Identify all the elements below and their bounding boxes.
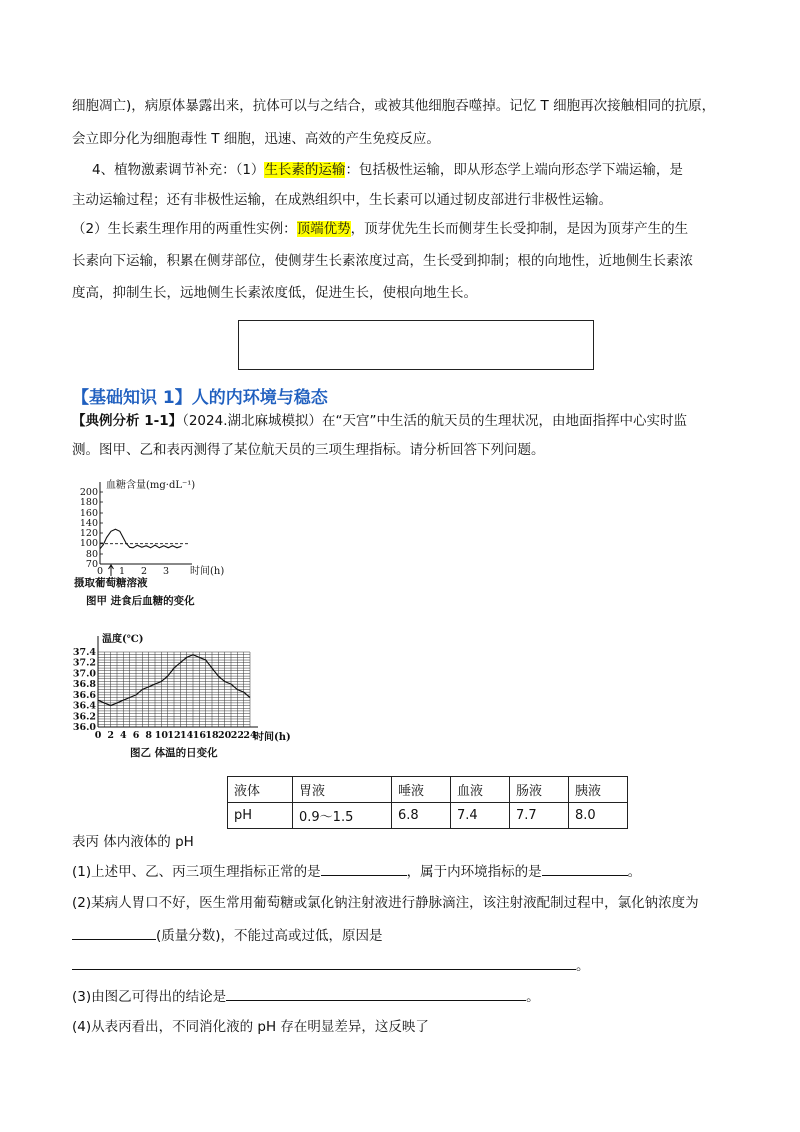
- y-tick-label: 36.8: [72, 679, 96, 691]
- paragraph-line: 长素向下运输，积累在侧芽部位，使侧芽生长素浓度过高，生长受到抑制；根的向地性，近地侧生长素浓: [72, 253, 693, 269]
- paragraph-line: 会立即分化为细胞毒性 T 细胞，迅速、高效的产生免疫反应。: [72, 131, 440, 147]
- answer-blank[interactable]: [226, 986, 526, 1001]
- paragraph-line: [72, 219, 688, 239]
- x-tick-label: 3: [162, 566, 170, 577]
- question-line: [72, 955, 590, 976]
- x-axis-label: 时间(h): [254, 732, 291, 743]
- table-header-cell: 胃液: [293, 777, 392, 803]
- paragraph-line: 度高，抑制生长，远地侧生长素浓度低，促进生长，使根向地生长。: [72, 285, 477, 301]
- question-text: 。: [526, 989, 540, 1005]
- y-tick-label: 37.0: [72, 668, 96, 680]
- answer-blank[interactable]: [72, 925, 156, 940]
- blood-sugar-line: [100, 529, 181, 549]
- x-tick-label: 2: [107, 730, 114, 741]
- paragraph-line: [92, 160, 683, 180]
- highlighted-term: 生长素的运输: [264, 162, 346, 178]
- example-line: 测。图甲、乙和表丙测得了某位航天员的三项生理指标。请分析回答下列问题。: [72, 442, 545, 458]
- y-tick-label: 140: [79, 518, 98, 529]
- table-cell: 6.8: [392, 803, 451, 829]
- y-tick-label: 37.2: [72, 657, 96, 669]
- example-line: [72, 411, 687, 431]
- ph-table: [227, 776, 628, 829]
- question-text: ，属于内环境指标的是: [406, 864, 542, 880]
- x-tick-label: 12: [167, 730, 181, 741]
- x-tick-label: 4: [120, 730, 127, 741]
- y-tick-label: 120: [79, 528, 98, 539]
- table-header-cell: 肠液: [510, 777, 569, 803]
- y-axis-label: 血糖含量(mg·dL⁻¹): [106, 480, 196, 491]
- table-row: [228, 777, 628, 803]
- y-tick-label: 37.4: [72, 647, 96, 658]
- x-tick-label: 6: [132, 730, 140, 741]
- table-caption: 表丙 体内液体的 pH: [72, 834, 194, 850]
- empty-box: [238, 320, 594, 370]
- question-text: 。: [627, 864, 642, 880]
- y-tick-label: 36.0: [72, 722, 96, 733]
- y-tick-label: 70: [85, 559, 98, 570]
- paragraph-text: （2）生长素生理作用的两重性实例：: [72, 221, 297, 237]
- chart-caption: 图甲 进食后血糖的变化: [86, 595, 195, 607]
- table-cell: 0.9～1.5: [293, 803, 392, 829]
- x-tick-label: 2: [140, 566, 148, 577]
- question-text: (3)由图乙可得出的结论是: [72, 989, 227, 1005]
- answer-blank[interactable]: [72, 955, 576, 970]
- y-tick-label: 36.4: [72, 700, 96, 712]
- question-line: (4)从表丙看出，不同消化液的 pH 存在明显差异，这反映了: [72, 1019, 429, 1035]
- y-tick-label: 80: [85, 549, 98, 560]
- x-axis-label: 时间(h): [190, 566, 225, 577]
- table-header-cell: 血液: [451, 777, 510, 803]
- x-tick-label: 0: [96, 566, 104, 577]
- answer-blank[interactable]: [542, 861, 628, 876]
- section-title: 【基础知识 1】人的内环境与稳态: [72, 388, 328, 408]
- x-tick-label: 10: [154, 730, 168, 741]
- x-tick-label: 18: [205, 730, 219, 741]
- y-tick-label: 200: [79, 487, 98, 498]
- question-text: (质量分数)，不能过高或过低，原因是: [156, 928, 383, 944]
- chart-caption: 图乙 体温的日变化: [130, 747, 218, 759]
- x-tick-label: 24: [243, 730, 257, 741]
- x-tick-label: 14: [180, 730, 194, 741]
- paragraph-line: 细胞凋亡)，病原体暴露出来，抗体可以与之结合，或被其他细胞吞噬掉。记忆 T 细胞再次接触相同的抗原，: [72, 98, 716, 114]
- example-text: （2024.湖北麻城模拟）在“天宫”中生活的航天员的生理状况，由地面指挥中心实时监: [182, 413, 687, 429]
- question-line: [72, 986, 540, 1007]
- table-header-cell: 胰液: [569, 777, 628, 803]
- x-tick-label: 0: [94, 730, 102, 741]
- x-tick-label: 16: [192, 730, 206, 741]
- x-tick-label: 8: [145, 730, 152, 741]
- y-axis-label: 温度(℃): [102, 634, 144, 645]
- example-label: 【典例分析 1-1】: [72, 413, 183, 429]
- x-tick-label: 22: [230, 730, 244, 741]
- blood-sugar-chart: [70, 476, 230, 616]
- y-tick-label: 160: [79, 508, 98, 519]
- table-header-cell: 液体: [228, 777, 293, 803]
- question-text: (1)上述甲、乙、丙三项生理指标正常的是: [72, 864, 321, 880]
- paragraph-text: ，顶芽优先生长而侧芽生长受抑制，是因为顶芽产生的生: [350, 221, 689, 237]
- x-tick-label: 1: [118, 566, 126, 577]
- highlighted-term: 顶端优势: [296, 221, 351, 237]
- table-cell: 7.7: [510, 803, 569, 829]
- y-tick-label: 180: [79, 497, 98, 508]
- x-tick-label: 20: [218, 730, 232, 741]
- body-temperature-chart: [70, 630, 310, 765]
- table-row: [228, 803, 628, 829]
- paragraph-text: 4、植物激素调节补充：（1）: [92, 162, 265, 178]
- table-cell: 7.4: [451, 803, 510, 829]
- paragraph-line: 主动运输过程；还有非极性运输，在成熟组织中，生长素可以通过韧皮部进行非极性运输。: [72, 192, 612, 208]
- y-tick-label: 36.6: [72, 689, 96, 701]
- table-header-cell: 唾液: [392, 777, 451, 803]
- annotation-label: 摄取葡萄糖溶液: [74, 577, 148, 589]
- answer-blank[interactable]: [321, 861, 407, 876]
- paragraph-text: ：包括极性运输，即从形态学上端向形态学下端运输，是: [345, 162, 683, 178]
- table-cell: 8.0: [569, 803, 628, 829]
- question-line: [72, 925, 383, 946]
- question-line: (2)某病人胃口不好，医生常用葡萄糖或氯化钠注射液进行静脉滴注，该注射液配制过程中，氯化钠浓度为: [72, 895, 699, 911]
- table-cell: pH: [228, 803, 293, 829]
- question-text: 。: [576, 958, 590, 974]
- y-tick-label: 100: [79, 538, 98, 549]
- question-line: [72, 861, 641, 882]
- y-tick-label: 36.2: [72, 711, 96, 723]
